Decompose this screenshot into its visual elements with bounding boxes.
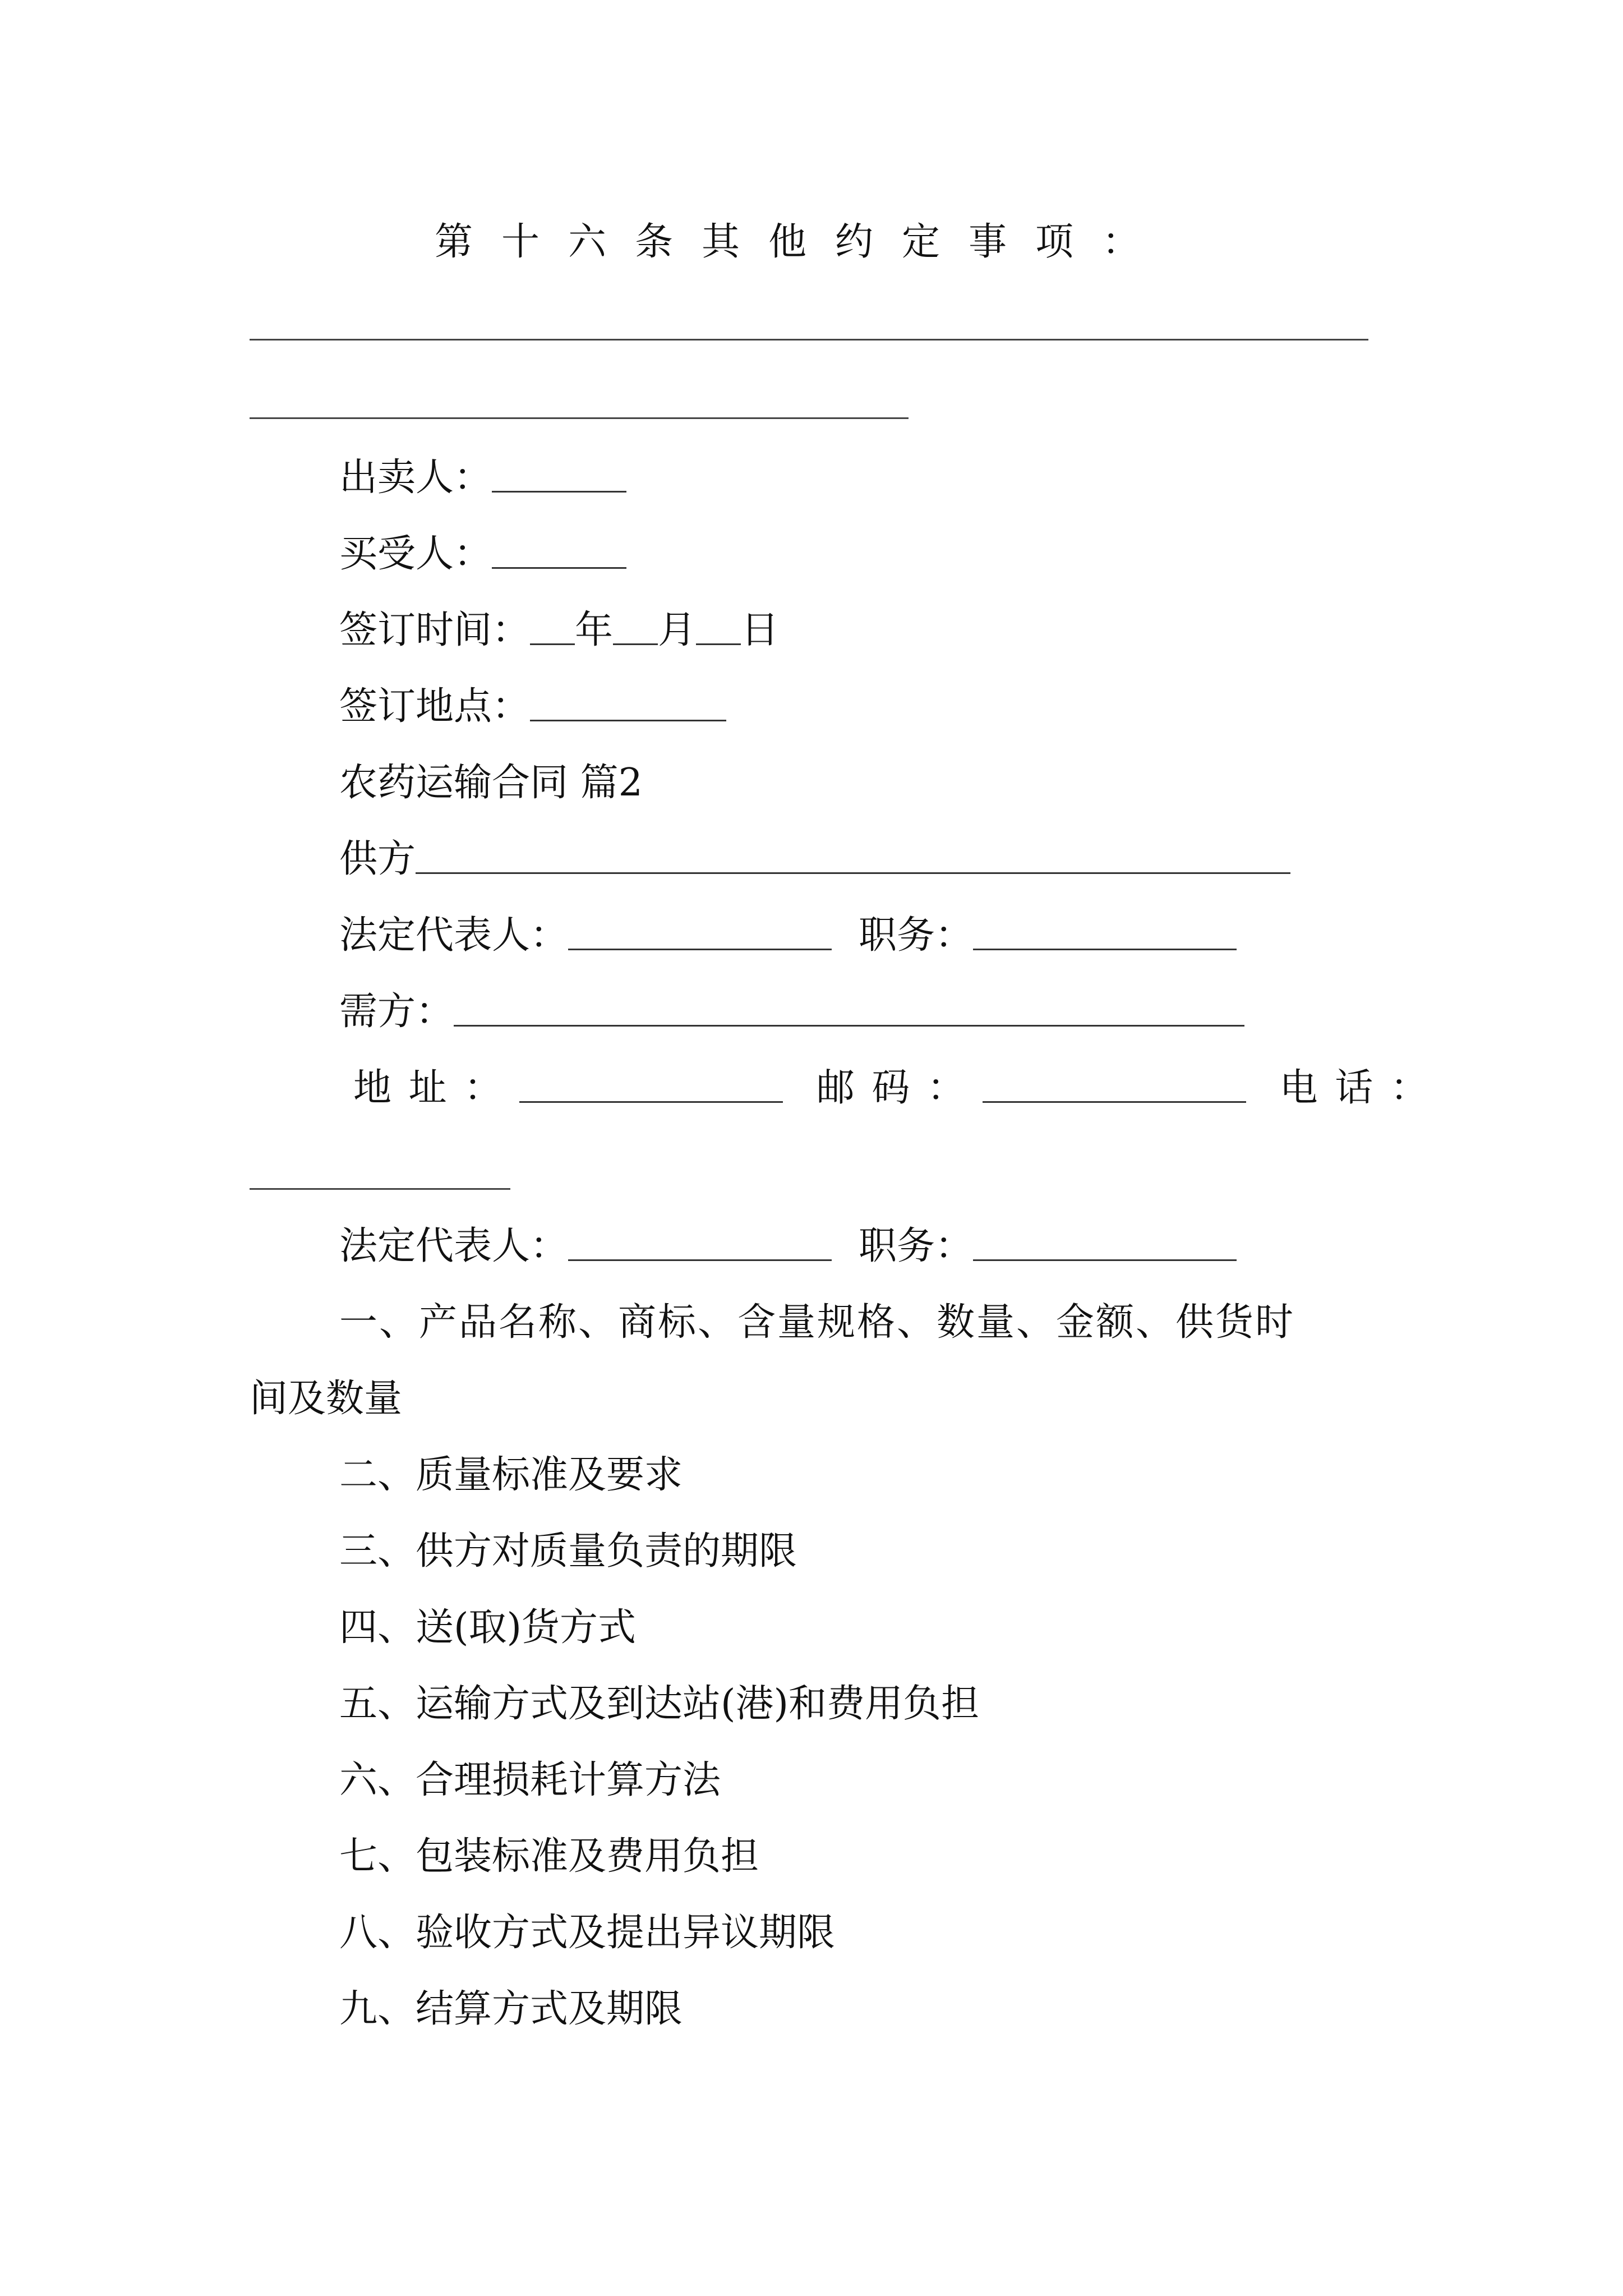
day-label: 日 [741, 608, 780, 652]
seller-blank[interactable] [492, 490, 626, 493]
year-label: 年 [575, 608, 614, 652]
postcode-blank[interactable] [983, 1101, 1246, 1103]
fill-in-rule [250, 417, 909, 419]
buyer-blank[interactable] [492, 567, 626, 569]
year-blank[interactable] [530, 643, 575, 645]
address-blank[interactable] [519, 1101, 783, 1103]
sign-place-blank[interactable] [530, 719, 726, 721]
position-label: 职务： [859, 913, 974, 958]
clause-7: 七、包装标准及费用负担 [339, 1834, 759, 1879]
seller-line [339, 455, 626, 500]
legal-rep-blank[interactable] [568, 948, 832, 950]
legal-rep-label-2: 法定代表人： [339, 1224, 569, 1268]
phone-label: 电话： [1279, 1066, 1446, 1110]
demand-side-line [339, 990, 1244, 1034]
sign-place-line [339, 684, 726, 729]
address-label: 地址： [353, 1066, 519, 1110]
demand-side-blank[interactable] [454, 1024, 1244, 1027]
month-label: 月 [658, 608, 697, 652]
clause-2: 二、质量标准及要求 [339, 1453, 683, 1497]
supplier-label: 供方 [339, 837, 416, 881]
seller-label: 出卖人： [339, 455, 492, 500]
buyer-line [339, 532, 626, 576]
postcode-label: 邮码： [816, 1066, 983, 1110]
clause-4: 四、送(取)货方式 [339, 1605, 637, 1650]
legal-rep-blank-2[interactable] [568, 1259, 832, 1261]
legal-rep-line [339, 913, 1237, 958]
article-16-heading [435, 220, 1169, 264]
clause-1: 一、产品名称、商标、含量规格、数量、金额、供货时 [339, 1300, 1295, 1345]
clause-8: 八、验收方式及提出异议期限 [339, 1911, 836, 1955]
month-blank[interactable] [613, 643, 658, 645]
clause-6: 六、合理损耗计算方法 [339, 1758, 721, 1802]
position-blank-2[interactable] [973, 1259, 1237, 1261]
part2-title: 农药运输合同 篇2 [339, 761, 643, 805]
position-blank[interactable] [973, 948, 1237, 950]
clause-1-continued: 间及数量 [250, 1377, 403, 1421]
clause-5: 五、运输方式及到达站(港)和费用负担 [339, 1682, 980, 1726]
day-blank[interactable] [696, 643, 741, 645]
supplier-blank[interactable] [416, 872, 1290, 874]
clause-9: 九、结算方式及期限 [339, 1987, 683, 2031]
clause-3: 三、供方对质量负责的期限 [339, 1529, 797, 1573]
buyer-label: 买受人： [339, 532, 492, 576]
article-16-colon: ： [1102, 220, 1169, 264]
fill-in-rule [250, 339, 1368, 341]
contact-line [353, 1066, 1446, 1110]
article-16-label: 第十六条其他约定事项 [435, 220, 1103, 264]
demand-side-label: 需方： [339, 990, 454, 1034]
legal-rep-label: 法定代表人： [339, 913, 569, 958]
sign-time-label: 签订时间： [339, 608, 531, 652]
sign-place-label: 签订地点： [339, 684, 531, 729]
phone-blank[interactable] [250, 1188, 510, 1190]
position-label-2: 职务： [859, 1224, 974, 1268]
legal-rep-line-2 [339, 1224, 1237, 1268]
sign-time-line [339, 608, 780, 652]
supplier-line [339, 837, 1290, 881]
